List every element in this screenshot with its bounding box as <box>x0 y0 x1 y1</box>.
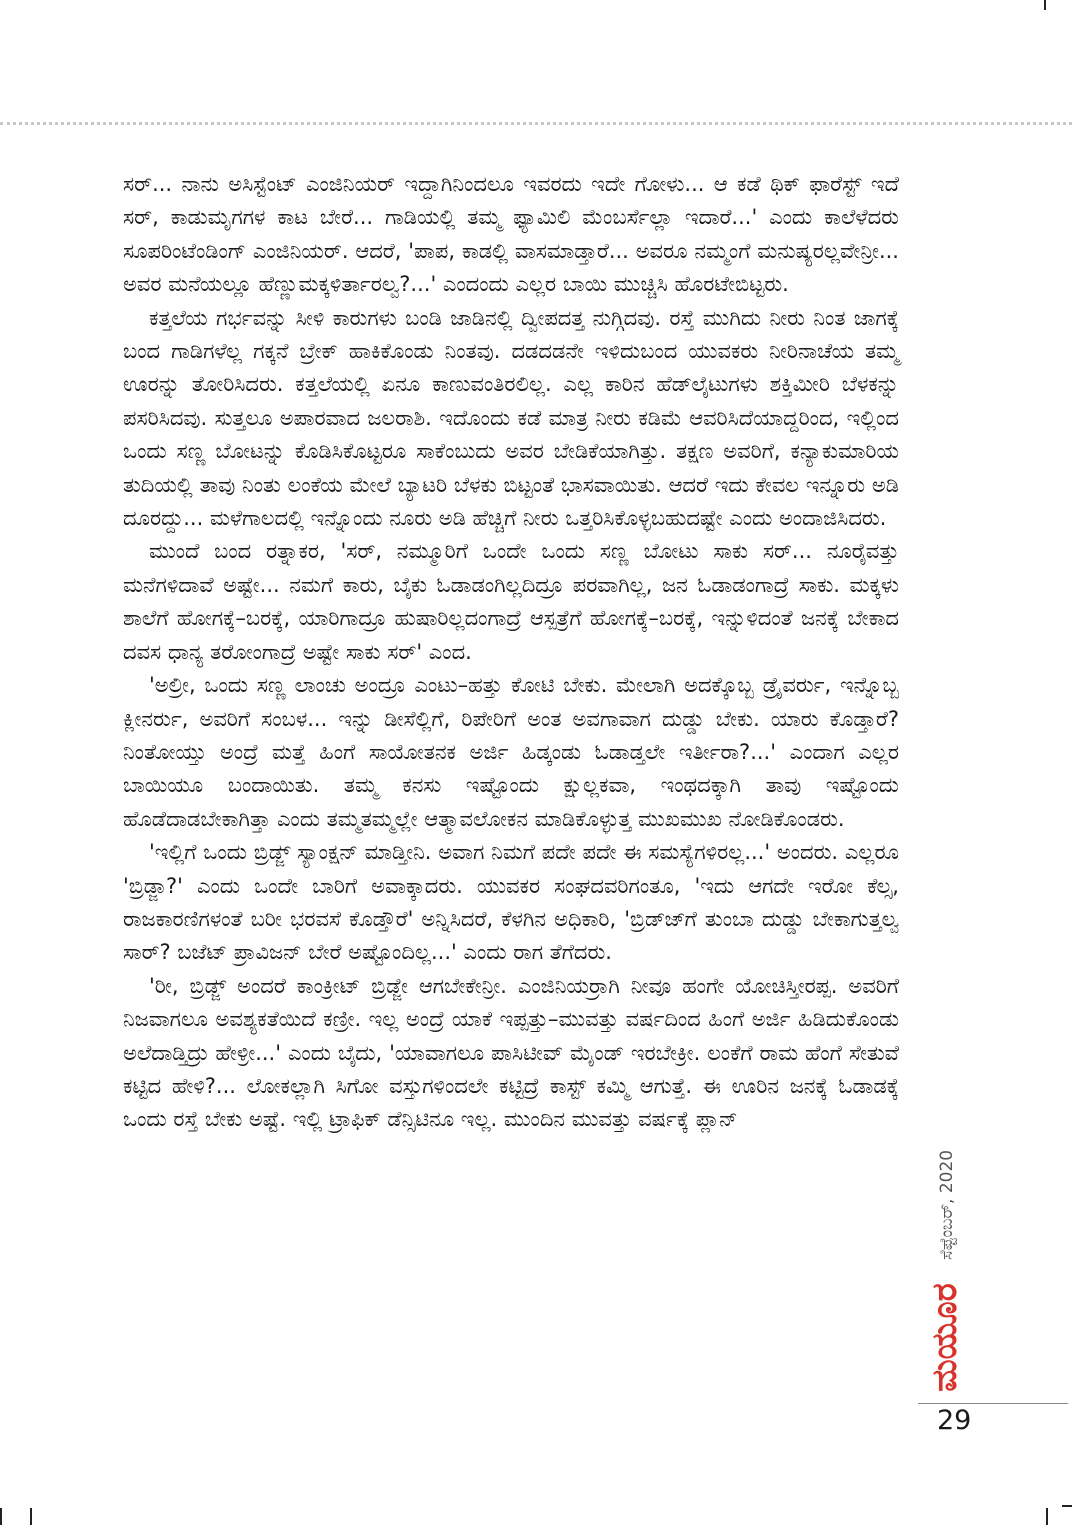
issue-date: ಸೆಪ್ಟೆಂಬರ್, 2020 <box>937 1149 957 1260</box>
paragraph: 'ರೀ, ಬ್ರಿಡ್ಜ್ ಅಂದರೆ ಕಾಂಕ್ರೀಟ್ ಬ್ರಿಡ್ಜೇ ಆಗಬೇಕೇನ್ರೀ. ಎಂಜಿನಿಯರ್ರಾಗಿ ನೀವೂ ಹಂಗೇ ಯೋಚಿಸ್ತೀರಪ್ಪ. ಅವರಿಗೆ ನಿಜವಾಗಲೂ ಅವಶ್ಯಕತೆಯಿದೆ ಕಣ್ರೀ. ಇಲ್ಲ ಅಂದ್ರೆ ಯಾಕೆ ಇಪ್ಪತ್ತು–ಮುವತ್ತು ವರ್ಷದಿಂದ ಹಿಂಗೆ ಅರ್ಜಿ ಹಿಡಿದುಕೊಂಡು ಅಲೆದಾಡ್ತಿದ್ರು ಹೇಳ್ರೀ...' ಎಂದು ಬೈದು, 'ಯಾವಾಗಲೂ ಪಾಸಿಟೀವ್ ಮೈಂಡ್ ಇರಬೇಕ್ರೀ. ಲಂಕೆಗೆ ರಾಮ ಹೆಂಗೆ ಸೇತುವೆ ಕಟ್ಟಿದ ಹೇಳಿ?... ಲೋಕಲ್ಲಾಗಿ ಸಿಗೋ ವಸ್ತುಗಳಿಂದಲೇ ಕಟ್ಟಿದ್ರೆ ಕಾಸ್ಟ್ ಕಮ್ಮಿ ಆಗುತ್ತೆ. ಈ ಊರಿನ ಜನಕ್ಕೆ ಓಡಾಡಕ್ಕೆ ಒಂದು ರಸ್ತೆ ಬೇಕು ಅಷ್ಟೆ. ಇಲ್ಲಿ ಟ್ರಾಫಿಕ್ ಡೆನ್ಸಿಟಿನೂ ಇಲ್ಲ. ಮುಂದಿನ ಮುವತ್ತು ವರ್ಷಕ್ಕೆ ಪ್ಲಾನ್ <box>123 973 899 1132</box>
crop-mark-bottom-left <box>30 1508 32 1525</box>
magazine-name: ಮಯೂರ <box>925 1283 965 1392</box>
paragraph: ಸರ್... ನಾನು ಅಸಿಸ್ಟೆಂಟ್ ಎಂಜಿನಿಯರ್ ಇದ್ದಾಗಿನಿಂದಲೂ ಇವರದು ಇದೇ ಗೋಳು... ಆ ಕಡೆ ಥಿಕ್ ಫಾರೆಸ್ಟ್ ಇದೆ ಸರ್, ಕಾಡುಮೃಗಗಳ ಕಾಟ ಬೇರೆ... ಗಾಡಿಯಲ್ಲಿ ತಮ್ಮ ಫ್ಯಾಮಿಲಿ ಮೆಂಬರ್ಸೆಲ್ಲಾ ಇದಾರೆ...' ಎಂದು ಕಾಲೆಳೆದರು ಸೂಪರಿಂಟೆಂಡಿಂಗ್ ಎಂಜಿನಿಯರ್. ಆದರೆ, 'ಪಾಪ, ಕಾಡಲ್ಲಿ ವಾಸಮಾಡ್ತಾರೆ... ಅವರೂ ನಮ್ಮಂಗೆ ಮನುಷ್ಯರಲ್ಲವೇನ್ರೀ... ಅವರ ಮನೆಯಲ್ಲೂ ಹೆಣ್ಣುಮಕ್ಕಳಿರ್ತಾರಲ್ವ?...' ಎಂದಂದು ಎಲ್ಲರ ಬಾಯಿ ಮುಚ್ಚಿಸಿ ಹೊರಟೇಬಿಟ್ಟರು. <box>123 172 899 297</box>
crop-mark-bottom-right <box>1046 1508 1048 1525</box>
crop-mark-top <box>1044 0 1046 10</box>
header-dotted-rule <box>0 122 1072 125</box>
issue-date-block <box>930 1095 985 1260</box>
magazine-logo <box>918 1280 973 1395</box>
paragraph: 'ಅಲ್ರೀ, ಒಂದು ಸಣ್ಣ ಲಾಂಚು ಅಂದ್ರೂ ಎಂಟು–ಹತ್ತು ಕೋಟಿ ಬೇಕು. ಮೇಲಾಗಿ ಅದಕ್ಕೊಬ್ಬ ಡ್ರೈವರ್ರು, ಇನ್ನೊಬ್ಬ ಕ್ಲೀನರ್ರು, ಅವರಿಗೆ ಸಂಬಳ... ಇನ್ನು ಡೀಸೆಲ್ಲಿಗೆ, ರಿಪೇರಿಗೆ ಅಂತ ಅವಗಾವಾಗ ದುಡ್ಡು ಬೇಕು. ಯಾರು ಕೊಡ್ತಾರೆ? ನಿಂತೋಯ್ತು ಅಂದ್ರೆ ಮತ್ತೆ ಹಿಂಗೆ ಸಾಯೋತನಕ ಅರ್ಜಿ ಹಿಡ್ಕಂಡು ಓಡಾಡ್ತಲೇ ಇರ್ತೀರಾ?...' ಎಂದಾಗ ಎಲ್ಲರ ಬಾಯಿಯೂ ಬಂದಾಯಿತು. ತಮ್ಮ ಕನಸು ಇಷ್ಟೊಂದು ಕ್ಷುಲ್ಲಕವಾ, ಇಂಥದಕ್ಕಾಗಿ ತಾವು ಇಷ್ಟೊಂದು ಹೊಡೆದಾಡಬೇಕಾಗಿತ್ತಾ ಎಂದು ತಮ್ಮತಮ್ಮಲ್ಲೇ ಆತ್ಮಾವಲೋಕನ ಮಾಡಿಕೊಳ್ಳುತ್ತ ಮುಖಮುಖ ನೋಡಿಕೊಂಡರು. <box>123 673 899 831</box>
paragraph: ಕತ್ತಲೆಯ ಗರ್ಭವನ್ನು ಸೀಳಿ ಕಾರುಗಳು ಬಂಡಿ ಜಾಡಿನಲ್ಲಿ ದ್ವೀಪದತ್ತ ನುಗ್ಗಿದವು. ರಸ್ತೆ ಮುಗಿದು ನೀರು ನಿಂತ ಜಾಗಕ್ಕೆ ಬಂದ ಗಾಡಿಗಳೆಲ್ಲ ಗಕ್ಕನೆ ಬ್ರೇಕ್ ಹಾಕಿಕೊಂಡು ನಿಂತವು. ದಡದಡನೇ ಇಳಿದುಬಂದ ಯುವಕರು ನೀರಿನಾಚೆಯ ತಮ್ಮ ಊರನ್ನು ತೋರಿಸಿದರು. ಕತ್ತಲೆಯಲ್ಲಿ ಏನೂ ಕಾಣುವಂತಿರಲಿಲ್ಲ. ಎಲ್ಲ ಕಾರಿನ ಹೆಡ್‍ಲೈಟುಗಳು ಶಕ್ತಿಮೀರಿ ಬೆಳಕನ್ನು ಪಸರಿಸಿದವು. ಸುತ್ತಲೂ ಅಪಾರವಾದ ಜಲರಾಶಿ. ಇದೊಂದು ಕಡೆ ಮಾತ್ರ ನೀರು ಕಡಿಮೆ ಆವರಿಸಿದೆಯಾದ್ದರಿಂದ, ಇಲ್ಲಿಂದ ಒಂದು ಸಣ್ಣ ಬೋಟನ್ನು ಕೊಡಿಸಿಕೊಟ್ಟರೂ ಸಾಕೆಂಬುದು ಅವರ ಬೇಡಿಕೆಯಾಗಿತ್ತು. ತಕ್ಷಣ ಅವರಿಗೆ, ಕನ್ಯಾಕುಮಾರಿಯ ತುದಿಯಲ್ಲಿ ತಾವು ನಿಂತು ಲಂಕೆಯ ಮೇಲೆ ಬ್ಯಾಟರಿ ಬೆಳಕು ಬಿಟ್ಟಂತೆ ಭಾಸವಾಯಿತು. ಆದರೆ ಇದು ಕೇವಲ ಇನ್ನೂರು ಅಡಿ ದೂರದ್ದು... ಮಳೆಗಾಲದಲ್ಲಿ ಇನ್ನೊಂದು ನೂರು ಅಡಿ ಹೆಚ್ಚಿಗೆ ನೀರು ಒತ್ತರಿಸಿಕೊಳ್ಳಬಹುದಷ್ಟೇ ಎಂದು ಅಂದಾಜಿಸಿದರು. <box>123 305 899 531</box>
page-number: 29 <box>937 1405 972 1436</box>
paragraph: 'ಇಲ್ಲಿಗೆ ಒಂದು ಬ್ರಿಡ್ಜ್ ಸ್ಯಾಂಕ್ಷನ್ ಮಾಡ್ತೀನಿ. ಅವಾಗ ನಿಮಗೆ ಪದೇ ಪದೇ ಈ ಸಮಸ್ಯೆಗಳಿರಲ್ಲ...' ಅಂದರು. ಎಲ್ಲರೂ 'ಬ್ರಿಡ್ಜಾ?' ಎಂದು ಒಂದೇ ಬಾರಿಗೆ ಅವಾಕ್ಕಾದರು. ಯುವಕರ ಸಂಘದವರಿಗಂತೂ, 'ಇದು ಆಗದೇ ಇರೋ ಕೆಲ್ಸ, ರಾಜಕಾರಣಿಗಳಂತೆ ಬರೀ ಭರವಸೆ ಕೊಡ್ತೌರೆ' ಅನ್ನಿಸಿದರೆ, ಕೆಳಗಿನ ಅಧಿಕಾರಿ, 'ಬ್ರಿಡ್ಜ್‍ಗೆ ತುಂಬಾ ದುಡ್ಡು ಬೇಕಾಗುತ್ತಲ್ವ ಸಾರ್? ಬಜೆಟ್ ಪ್ರಾವಿಜನ್ ಬೇರೆ ಅಷ್ಟೊಂದಿಲ್ಲ...' ಎಂದು ರಾಗ ತೆಗೆದರು. <box>123 840 899 965</box>
crop-mark-right <box>1062 1505 1072 1507</box>
paragraph: ಮುಂದೆ ಬಂದ ರತ್ನಾಕರ, 'ಸರ್, ನಮ್ಮೂರಿಗೆ ಒಂದೇ ಒಂದು ಸಣ್ಣ ಬೋಟು ಸಾಕು ಸರ್... ನೂರೈವತ್ತು ಮನೆಗಳಿದಾವೆ ಅಷ್ಟೇ... ನಮಗೆ ಕಾರು, ಬೈಕು ಓಡಾಡಂಗಿಲ್ಲದಿದ್ರೂ ಪರವಾಗಿಲ್ಲ, ಜನ ಓಡಾಡಂಗಾದ್ರೆ ಸಾಕು. ಮಕ್ಕಳು ಶಾಲೆಗೆ ಹೋಗಕ್ಕೆ–ಬರಕ್ಕೆ, ಯಾರಿಗಾದ್ರೂ ಹುಷಾರಿಲ್ಲದಂಗಾದ್ರೆ ಆಸ್ಪತ್ರೆಗೆ ಹೋಗಕ್ಕೆ–ಬರಕ್ಕೆ, ಇನ್ನುಳಿದಂತೆ ಜನಕ್ಕೆ ಬೇಕಾದ ದವಸ ಧಾನ್ಯ ತರೋಂಗಾದ್ರೆ ಅಷ್ಟೇ ಸಾಕು ಸರ್' ಎಂದ. <box>123 539 899 664</box>
article-body <box>123 168 899 1137</box>
crop-mark-left <box>0 1508 2 1525</box>
